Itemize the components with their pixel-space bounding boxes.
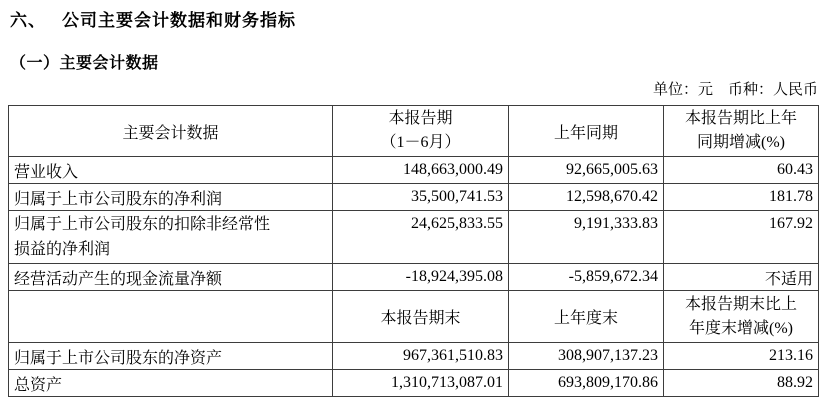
row-label: 归属于上市公司股东的净利润 [9,184,333,211]
end-of-period-header-row [9,291,819,343]
prior-period-value: -5,859,672.34 [509,264,664,291]
change-value: 213.16 [664,343,819,370]
table-row-net-assets [9,343,819,370]
section-heading [0,0,830,32]
subsection-heading: （一）主要会计数据 [10,55,159,72]
header-line: 本报告期 [388,110,453,127]
header-cell-current-period-end: 本报告期末 [333,291,509,343]
period-header-row [9,106,819,157]
header-line: 年度末增减(%) [689,319,793,337]
header-line: 本报告期比上年 [684,110,797,127]
prior-period-value: 12,598,670.42 [509,184,664,211]
prior-period-value: 92,665,005.63 [509,157,664,184]
row-label-line: 归属于上市公司股东的扣除非经常性 [14,216,271,233]
section-title: 公司主要会计数据和财务指标 [62,11,296,30]
current-period-value: 35,500,741.53 [333,184,509,211]
change-value: 167.92 [664,211,819,264]
header-cell-prior-period: 上年同期 [509,106,664,157]
section-number: 六、 [10,11,46,30]
table-row-total-assets [9,370,819,397]
row-label-line: 损益的净利润 [14,241,111,258]
table-row-net-profit [9,184,819,211]
row-label: 经营活动产生的现金流量净额 [9,264,333,291]
table-row-net-profit-excl-nonrecurring [9,211,819,264]
table-row-operating-revenue [9,157,819,184]
current-period-value: 24,625,833.55 [333,211,509,264]
row-label: 总资产 [9,370,333,397]
header-line: （1－6月） [380,134,461,151]
current-period-value: 148,663,000.49 [333,157,509,184]
row-label: 营业收入 [9,157,333,184]
change-value: 88.92 [664,370,819,397]
change-value: 181.78 [664,184,819,211]
prior-period-value: 9,191,333.83 [509,211,664,264]
table-row-operating-cash-flow [9,264,819,291]
header-line: 本报告期末比上 [684,295,797,313]
change-value: 60.43 [664,157,819,184]
header-cell-current-period [333,106,509,157]
header-cell-prior-year-end: 上年度末 [509,291,664,343]
header-cell-period-change [664,106,819,157]
change-value: 不适用 [664,264,819,291]
header-cell-metric: 主要会计数据 [9,106,333,157]
prior-period-value: 308,907,137.23 [509,343,664,370]
header-cell-period-end-change [664,291,819,343]
row-label: 归属于上市公司股东的净资产 [9,343,333,370]
current-period-value: -18,924,395.08 [333,264,509,291]
current-period-value: 967,361,510.83 [333,343,509,370]
prior-period-value: 693,809,170.86 [509,370,664,397]
header-line: 同期增减(%) [697,134,785,151]
header-cell-empty [9,291,333,343]
accounting-data-table [8,105,819,397]
row-label [9,211,333,264]
unit-currency-note: 单位：元 币种：人民币 [652,82,818,98]
current-period-value: 1,310,713,087.01 [333,370,509,397]
